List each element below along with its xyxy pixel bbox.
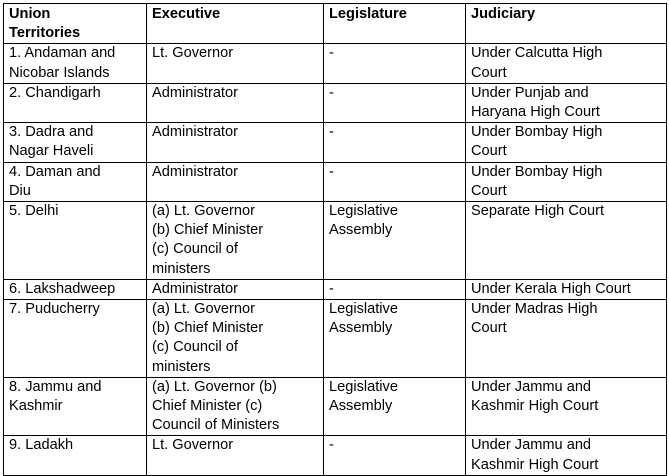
cell-line: - [329,124,334,141]
cell-line: Administrator [152,124,238,141]
cell-legislature [324,123,466,162]
header-legislature: Legislature [324,4,466,44]
cell-line: Under Jammu and [471,437,592,454]
cell-judiciary [466,123,667,162]
cell-line: (a) Lt. Governor [152,301,256,318]
cell-line: - [329,437,334,454]
cell-union-territory [4,436,147,475]
cell-union-territory [4,279,147,299]
cell-line: ministers [152,260,211,277]
cell-executive [147,202,324,280]
cell-line: Council of Ministers [152,417,280,434]
cell-line: (c) Council of [152,339,238,356]
cell-line: 4. Daman and [9,163,101,180]
header-union-territories-line1: Union [9,6,51,22]
cell-line: Assembly [329,398,393,415]
cell-legislature [324,377,466,436]
cell-line: Assembly [329,320,393,337]
cell-line: Under Punjab and [471,84,589,101]
cell-union-territory [4,44,147,83]
cell-line: Under Bombay High [471,163,603,180]
cell-executive [147,83,324,122]
cell-line: 2. Chandigarh [9,84,101,101]
cell-line: Kashmir [9,398,63,415]
cell-line: (a) Lt. Governor (b) [152,378,277,395]
cell-judiciary [466,202,667,280]
cell-line: 3. Dadra and [9,124,94,141]
cell-legislature [324,279,466,299]
cell-line: Court [471,64,507,81]
cell-line: (b) Chief Minister [152,222,264,239]
cell-line: Assembly [329,222,393,239]
table-row [4,83,667,122]
cell-line: Administrator [152,163,238,180]
cell-legislature [324,202,466,280]
cell-line: Court [471,320,507,337]
cell-union-territory [4,377,147,436]
union-territories-table [3,3,667,476]
cell-executive [147,279,324,299]
cell-line: Court [471,143,507,160]
cell-line: Under Madras High [471,301,598,318]
cell-union-territory [4,300,147,378]
cell-line: Under Bombay High [471,124,603,141]
cell-line: - [329,163,334,180]
cell-line: 5. Delhi [9,203,59,220]
cell-line: Kashmir High Court [471,398,599,415]
table-row [4,279,667,299]
cell-union-territory [4,162,147,201]
cell-executive [147,162,324,201]
cell-line: Nagar Haveli [9,143,94,160]
cell-line: - [329,280,334,297]
table-header-row [4,4,667,44]
cell-judiciary [466,83,667,122]
cell-line: Administrator [152,84,238,101]
cell-line: (c) Council of [152,241,238,258]
header-executive: Executive [147,4,324,44]
cell-legislature [324,44,466,83]
cell-line: (a) Lt. Governor [152,203,256,220]
cell-line: Lt. Governor [152,45,234,62]
cell-judiciary [466,44,667,83]
cell-line: Administrator [152,280,238,297]
cell-legislature [324,83,466,122]
table-row [4,123,667,162]
cell-executive [147,377,324,436]
table-row [4,300,667,378]
cell-line: Under Calcutta High [471,45,603,62]
cell-line: Haryana High Court [471,104,600,121]
cell-line: 9. Ladakh [9,437,74,454]
cell-executive [147,44,324,83]
cell-line: Kashmir High Court [471,456,599,473]
header-union-territories-line2: Territories [9,25,81,42]
table-row [4,202,667,280]
cell-judiciary [466,300,667,378]
cell-line: 7. Puducherry [9,301,100,318]
cell-judiciary [466,377,667,436]
table-row [4,44,667,83]
cell-line: Separate High Court [471,203,605,220]
table-row [4,436,667,475]
cell-union-territory [4,83,147,122]
cell-legislature [324,300,466,378]
cell-line: Lt. Governor [152,437,234,454]
cell-legislature [324,436,466,475]
cell-line: Legislative [329,378,398,395]
cell-union-territory [4,202,147,280]
cell-line: Under Jammu and [471,378,592,395]
cell-line: 6. Lakshadweep [9,280,116,297]
header-union-territories [4,4,147,44]
cell-line: - [329,84,334,101]
cell-line: Legislative [329,203,398,220]
cell-line: 8. Jammu and [9,378,102,395]
cell-line: (b) Chief Minister [152,320,264,337]
cell-line: Under Kerala High Court [471,280,631,297]
cell-legislature [324,162,466,201]
cell-line: Legislative [329,301,398,318]
cell-judiciary [466,162,667,201]
cell-line: Nicobar Islands [9,64,110,81]
cell-judiciary [466,436,667,475]
cell-executive [147,123,324,162]
header-judiciary: Judiciary [466,4,667,44]
cell-line: 1. Andaman and [9,45,116,62]
cell-line: Chief Minister (c) [152,398,263,415]
cell-line: Diu [9,182,31,199]
cell-line: Court [471,182,507,199]
cell-executive [147,436,324,475]
cell-line: ministers [152,358,211,375]
table-row [4,162,667,201]
cell-executive [147,300,324,378]
cell-union-territory [4,123,147,162]
cell-judiciary [466,279,667,299]
table-row [4,377,667,436]
cell-line: - [329,45,334,62]
